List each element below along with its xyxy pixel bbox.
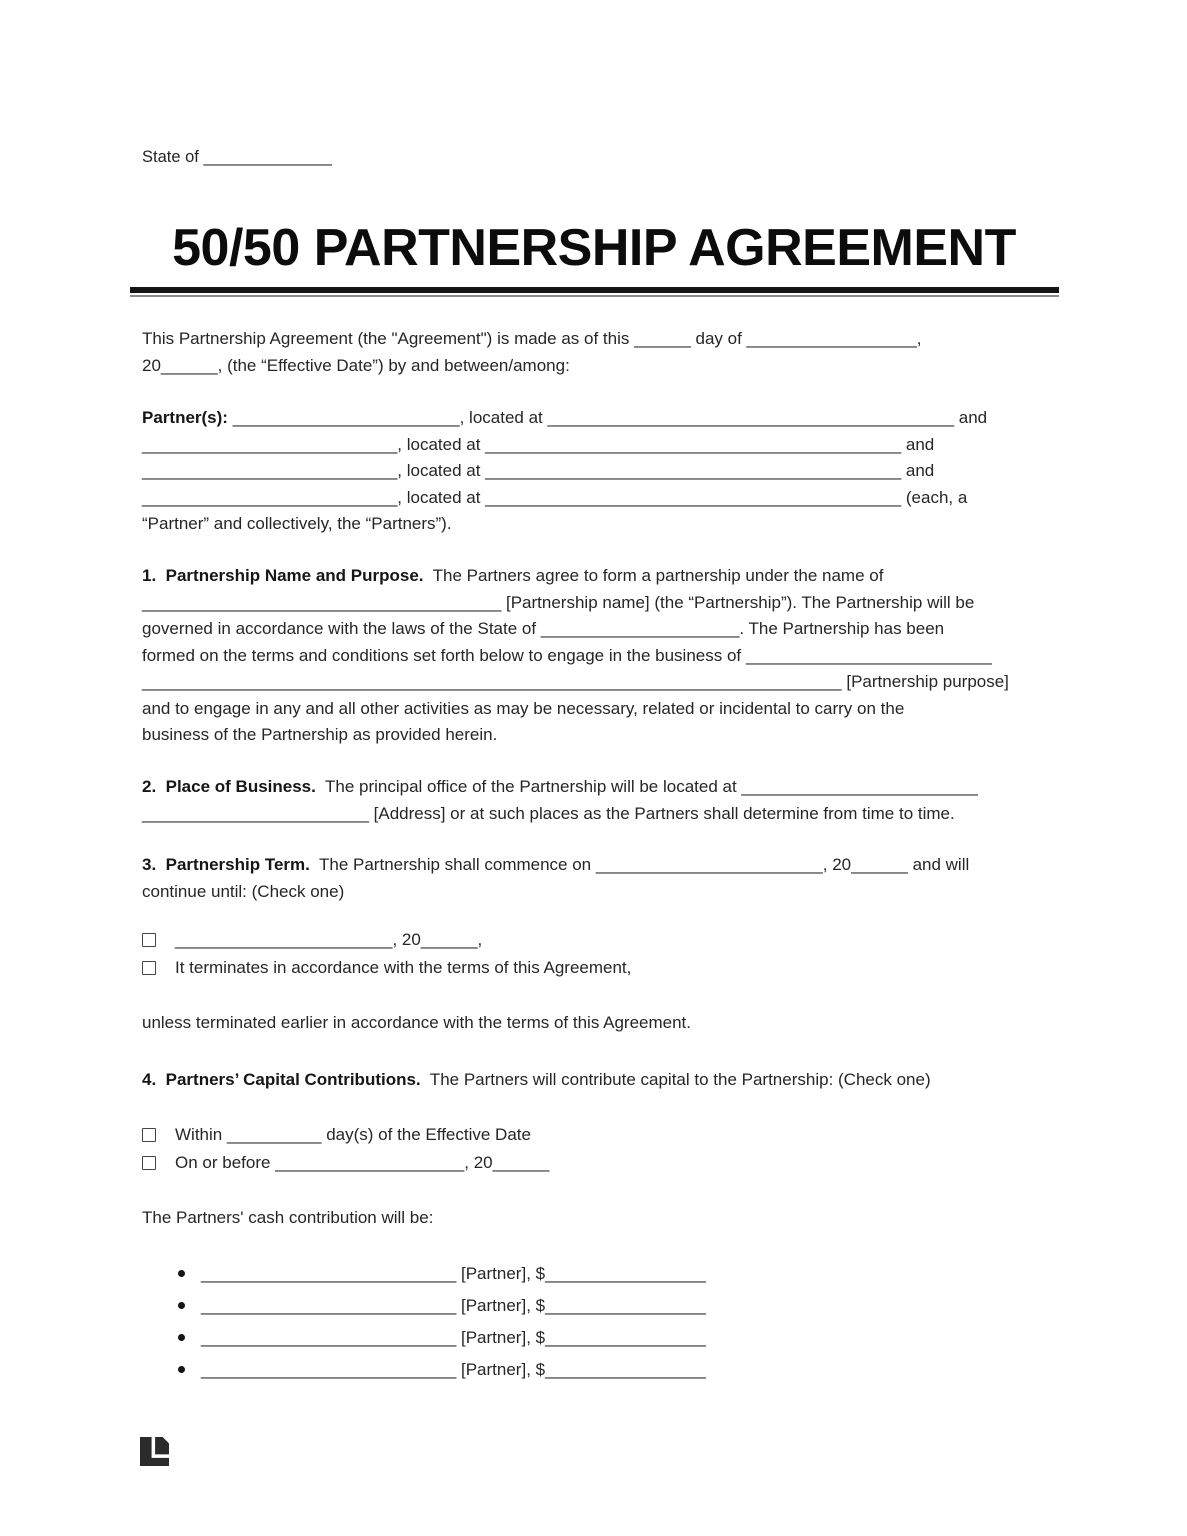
partners-paragraph	[142, 405, 1072, 538]
partners-line-1	[142, 405, 1072, 432]
bullet-icon	[178, 1270, 185, 1277]
partner-contribution-blank: ___________________________ [Partner], $_________________	[201, 1296, 706, 1315]
section-3-partnership-term	[142, 852, 1072, 905]
term-option-2-label: It terminates in accordance with the terms of this Agreement,	[175, 957, 632, 977]
section-1-line-4: formed on the terms and conditions set forth below to engage in the business of __________________________	[142, 645, 992, 665]
checkbox-icon[interactable]	[142, 1156, 156, 1170]
intro-line-1: This Partnership Agreement (the "Agreement") is made as of this ______ day of __________________,	[142, 329, 922, 348]
checkbox-icon[interactable]	[142, 961, 156, 975]
section-4-capital-contributions	[142, 1067, 1072, 1094]
list-item	[178, 1290, 706, 1322]
state-of-line: State of ______________	[142, 148, 332, 166]
partner-contribution-blank: ___________________________ [Partner], $_________________	[201, 1328, 706, 1347]
partner-contribution-blank: ___________________________ [Partner], $_________________	[201, 1360, 706, 1379]
partners-line-4: ___________________________, located at ____________________________________________ (each, a	[142, 487, 968, 507]
list-item	[178, 1322, 706, 1354]
bullet-icon	[178, 1334, 185, 1341]
checkbox-icon[interactable]	[142, 933, 156, 947]
partners-label: Partner(s):	[142, 408, 228, 427]
partners-line-1-rest: ________________________, located at ___________________________________________ and	[227, 408, 988, 427]
section-2-line-1-rest: The principal office of the Partnership will be located at _________________________	[315, 777, 978, 796]
section-4-line-1-rest: The Partners will contribute capital to the Partnership: (Check one)	[420, 1070, 931, 1089]
term-option-row-2	[142, 954, 631, 982]
section-3-line-1-rest: The Partnership shall commence on ________________________, 20______ and will	[309, 855, 970, 874]
list-item	[178, 1354, 706, 1386]
section-4-line-1	[142, 1067, 1072, 1094]
title-rule	[130, 287, 1059, 297]
section-1-line-1-rest: The Partners agree to form a partnership under the name of	[423, 566, 884, 585]
partners-line-2: ___________________________, located at ____________________________________________ and	[142, 434, 935, 454]
term-closing-paragraph	[142, 1010, 1072, 1037]
partners-line-5: “Partner” and collectively, the “Partners”).	[142, 514, 452, 533]
section-1-line-5: __________________________________________________________________________ [Partnership purpose]	[142, 672, 1009, 691]
section-1-line-3: governed in accordance with the laws of the State of _____________________. The Partnership has been	[142, 619, 945, 638]
cash-contribution-line: The Partners' cash contribution will be:	[142, 1208, 434, 1227]
intro-paragraph	[142, 326, 1072, 379]
partner-contribution-list	[178, 1258, 706, 1386]
cash-contribution-intro	[142, 1205, 1072, 1232]
contribution-option-row-2	[142, 1149, 549, 1177]
checkbox-icon[interactable]	[142, 1128, 156, 1142]
term-option-1-label: _______________________, 20______,	[175, 930, 483, 949]
partner-contribution-blank: ___________________________ [Partner], $_________________	[201, 1264, 706, 1283]
section-2-line-2: ________________________ [Address] or at such places as the Partners shall determine from time to time.	[142, 803, 955, 823]
section-1-line-2: ______________________________________ [Partnership name] (the “Partnership”). The Partnership will be	[142, 592, 975, 612]
section-2-line-1	[142, 774, 1072, 801]
term-closing-line: unless terminated earlier in accordance with the terms of this Agreement.	[142, 1013, 691, 1032]
section-3-line-2: continue until: (Check one)	[142, 881, 345, 901]
list-item	[178, 1258, 706, 1290]
section-2-heading: 2. Place of Business.	[142, 777, 316, 796]
section-1-line-7: business of the Partnership as provided herein.	[142, 725, 498, 744]
section-3-line-1	[142, 852, 1072, 879]
section-1-heading: 1. Partnership Name and Purpose.	[142, 566, 424, 585]
page-title: 50/50 PARTNERSHIP AGREEMENT	[172, 219, 1016, 277]
term-options	[142, 926, 631, 981]
bullet-icon	[178, 1366, 185, 1373]
section-2-place-of-business	[142, 774, 1072, 827]
contribution-options	[142, 1121, 549, 1176]
partners-line-3: ___________________________, located at ____________________________________________ and	[142, 461, 935, 480]
contribution-option-1-label: Within __________ day(s) of the Effective Date	[175, 1125, 531, 1144]
section-1-line-1	[142, 563, 1072, 590]
section-4-heading: 4. Partners’ Capital Contributions.	[142, 1070, 421, 1089]
bullet-icon	[178, 1302, 185, 1309]
section-1-name-and-purpose	[142, 563, 1072, 749]
section-1-line-6: and to engage in any and all other activities as may be necessary, related or incidental to carry on the	[142, 698, 905, 718]
legal-templates-logo-icon	[140, 1437, 169, 1466]
contribution-option-2-label: On or before ____________________, 20______	[175, 1152, 550, 1172]
contribution-option-row-1	[142, 1121, 549, 1149]
section-3-heading: 3. Partnership Term.	[142, 855, 310, 874]
intro-line-2: 20______, (the “Effective Date”) by and between/among:	[142, 355, 570, 375]
term-option-row-1	[142, 926, 631, 954]
